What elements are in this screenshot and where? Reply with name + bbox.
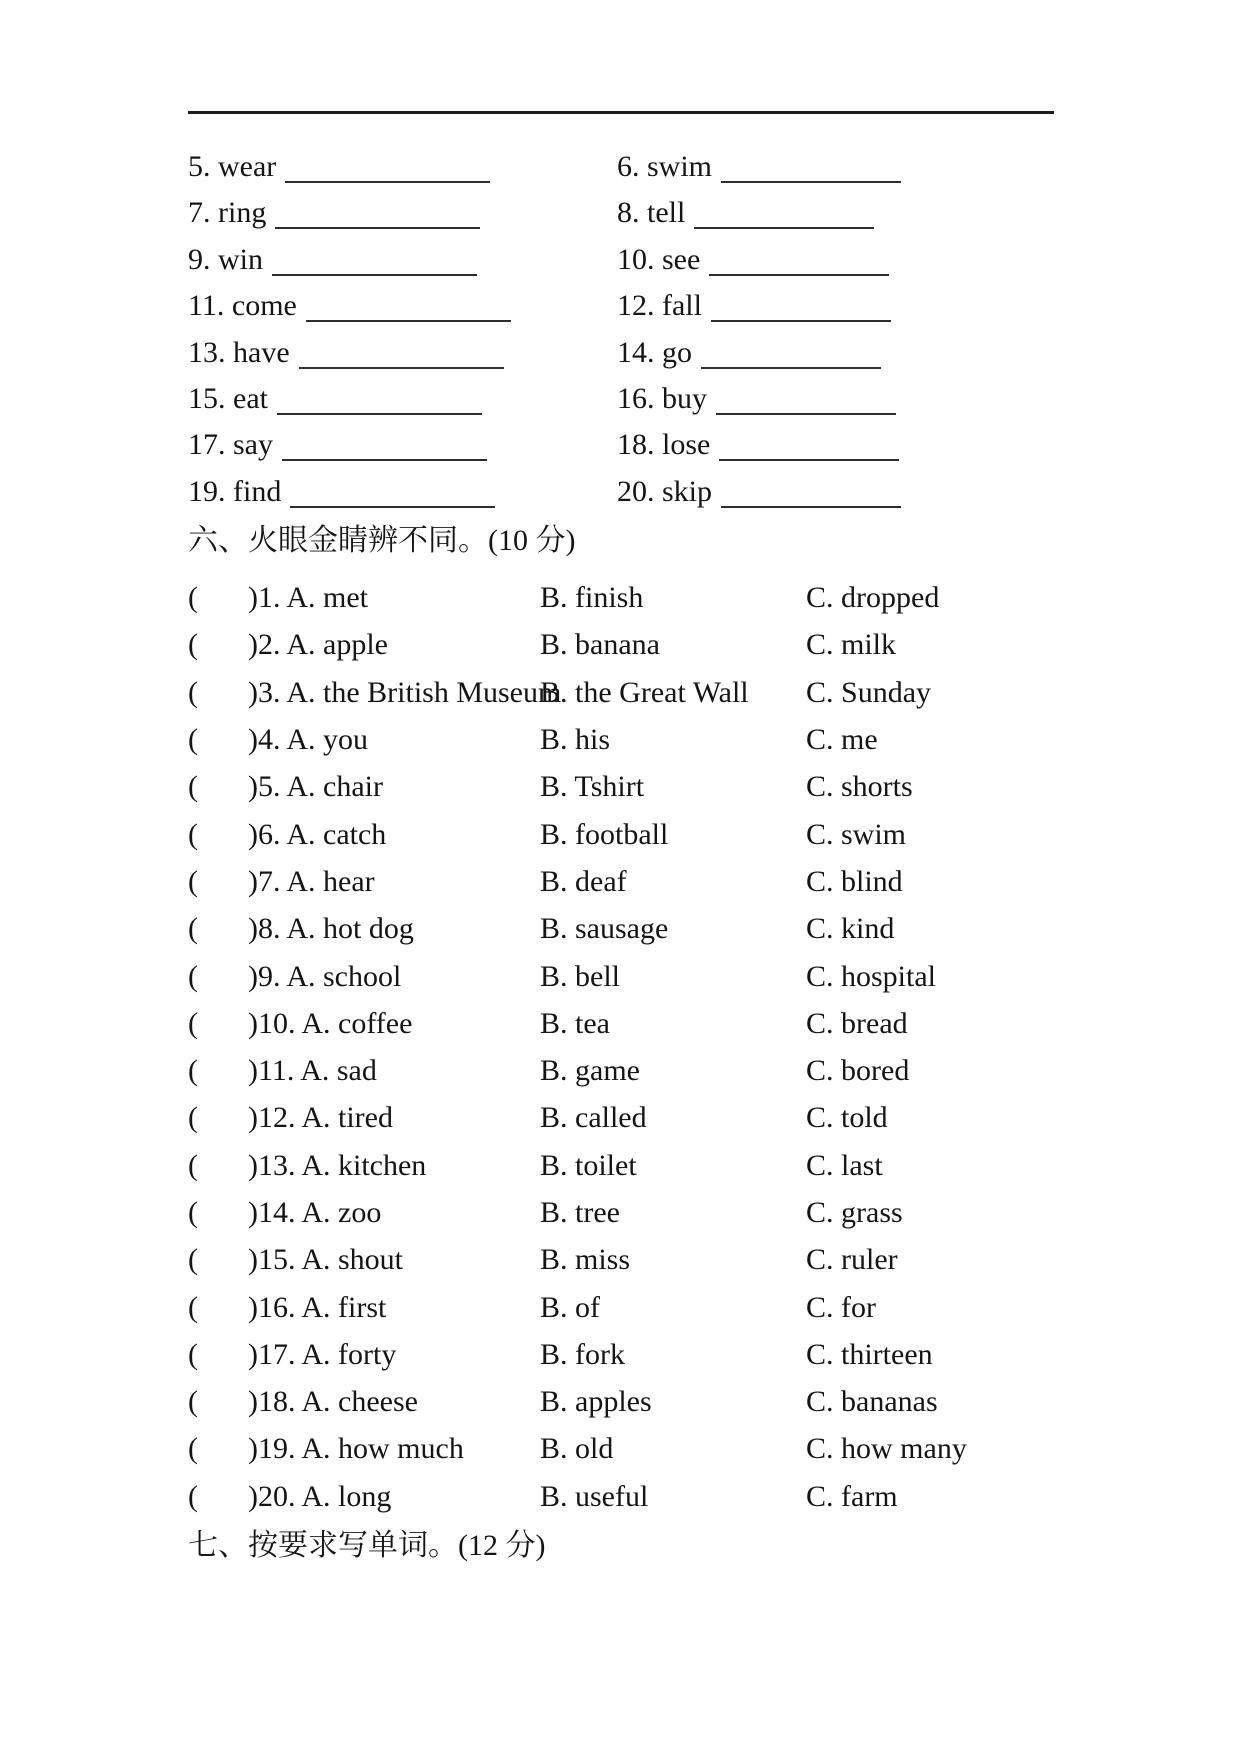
mc-question-row bbox=[188, 811, 1054, 858]
mc-option-a-cell bbox=[188, 905, 540, 952]
answer-blank[interactable] bbox=[719, 459, 899, 461]
mc-option-a-cell bbox=[188, 1000, 540, 1047]
mc-option-c-cell bbox=[806, 1331, 1054, 1378]
mc-option-c-label: C. blind bbox=[806, 864, 903, 898]
verb-row bbox=[188, 330, 1054, 376]
mc-option-c-label: C. swim bbox=[806, 817, 907, 851]
mc-option-c-cell bbox=[806, 1047, 1054, 1094]
paren-open: ( bbox=[188, 912, 198, 946]
verb-item-label: 18. lose bbox=[617, 428, 711, 462]
mc-option-b-label: B. useful bbox=[540, 1479, 649, 1513]
mc-option-c-label: C. kind bbox=[806, 912, 895, 946]
mc-option-a-label: )15. A. shout bbox=[248, 1243, 404, 1277]
mc-option-c-label: C. how many bbox=[806, 1432, 967, 1466]
verb-item-label: 13. have bbox=[188, 335, 290, 369]
mc-option-b-cell bbox=[540, 1189, 806, 1236]
verb-row bbox=[188, 469, 1054, 515]
mc-option-b-cell bbox=[540, 858, 806, 905]
mc-option-a-cell bbox=[188, 1331, 540, 1378]
verb-item bbox=[188, 237, 617, 283]
answer-box[interactable] bbox=[198, 653, 248, 654]
mc-option-a-label: )8. A. hot dog bbox=[248, 912, 414, 946]
mc-option-c-cell bbox=[806, 669, 1054, 716]
verb-item bbox=[188, 422, 617, 468]
answer-blank[interactable] bbox=[716, 413, 896, 415]
mc-option-c-cell bbox=[806, 1378, 1054, 1425]
mc-option-b-cell bbox=[540, 621, 806, 668]
mc-question-row bbox=[188, 1236, 1054, 1283]
mc-option-b-cell bbox=[540, 1236, 806, 1283]
mc-option-c-label: C. bread bbox=[806, 1006, 908, 1040]
mc-option-b-label: B. bell bbox=[540, 959, 620, 993]
mc-option-b-label: B. miss bbox=[540, 1243, 631, 1277]
answer-box[interactable] bbox=[198, 1457, 248, 1458]
mc-option-c-cell bbox=[806, 1236, 1054, 1283]
paren-open: ( bbox=[188, 1337, 198, 1371]
mc-option-b-cell bbox=[540, 953, 806, 1000]
mc-option-b-label: B. Tshirt bbox=[540, 770, 645, 804]
mc-option-a-label: )12. A. tired bbox=[248, 1101, 393, 1135]
paren-open: ( bbox=[188, 1101, 198, 1135]
mc-option-a-cell bbox=[188, 716, 540, 763]
mc-option-a-label: )1. A. met bbox=[248, 581, 368, 615]
mc-option-b-cell bbox=[540, 905, 806, 952]
answer-box[interactable] bbox=[198, 701, 248, 702]
verb-item bbox=[188, 144, 617, 190]
verb-item bbox=[188, 376, 617, 422]
mc-option-b-label: B. deaf bbox=[540, 864, 627, 898]
answer-box[interactable] bbox=[198, 890, 248, 891]
mc-option-c-cell bbox=[806, 858, 1054, 905]
paren-open: ( bbox=[188, 723, 198, 757]
mc-option-b-label: B. sausage bbox=[540, 912, 669, 946]
paren-open: ( bbox=[188, 959, 198, 993]
mc-option-b-label: B. fork bbox=[540, 1337, 625, 1371]
verb-item-label: 16. buy bbox=[617, 381, 707, 415]
mc-option-a-label: )10. A. coffee bbox=[248, 1006, 413, 1040]
paren-open: ( bbox=[188, 1148, 198, 1182]
mc-option-b-label: B. apples bbox=[540, 1385, 652, 1419]
mc-question-row bbox=[188, 1473, 1054, 1520]
answer-box[interactable] bbox=[198, 1174, 248, 1175]
mc-option-b-cell bbox=[540, 1425, 806, 1472]
mc-option-c-cell bbox=[806, 621, 1054, 668]
mc-option-b-cell bbox=[540, 1094, 806, 1141]
mc-option-a-cell bbox=[188, 1473, 540, 1520]
mc-option-a-label: )6. A. catch bbox=[248, 817, 387, 851]
paren-open: ( bbox=[188, 581, 198, 615]
mc-option-b-cell bbox=[540, 1047, 806, 1094]
answer-blank[interactable] bbox=[290, 506, 495, 508]
verb-row bbox=[188, 237, 1054, 283]
mc-option-a-cell bbox=[188, 1236, 540, 1283]
mc-option-b-cell bbox=[540, 1284, 806, 1331]
answer-box[interactable] bbox=[198, 985, 248, 986]
answer-blank[interactable] bbox=[721, 506, 901, 508]
verb-item-label: 8. tell bbox=[617, 196, 686, 230]
mc-question-row bbox=[188, 1047, 1054, 1094]
mc-option-b-label: B. football bbox=[540, 817, 669, 851]
mc-question-row bbox=[188, 574, 1054, 621]
answer-blank[interactable] bbox=[306, 320, 511, 322]
mc-option-c-label: C. told bbox=[806, 1101, 888, 1135]
mc-option-c-label: C. thirteen bbox=[806, 1337, 933, 1371]
verb-item bbox=[188, 190, 617, 236]
paren-open: ( bbox=[188, 1432, 198, 1466]
verb-item-label: 10. see bbox=[617, 242, 701, 276]
verb-item-label: 15. eat bbox=[188, 381, 268, 415]
answer-box[interactable] bbox=[198, 937, 248, 938]
mc-option-b-cell bbox=[540, 811, 806, 858]
answer-box[interactable] bbox=[198, 1126, 248, 1127]
mc-option-c-cell bbox=[806, 905, 1054, 952]
mc-option-b-label: B. the Great Wall bbox=[540, 675, 749, 709]
verb-row bbox=[188, 283, 1054, 329]
verb-item-label: 7. ring bbox=[188, 196, 267, 230]
verb-item-label: 11. come bbox=[188, 289, 297, 323]
mc-option-a-cell bbox=[188, 811, 540, 858]
mc-option-a-label: )19. A. how much bbox=[248, 1432, 464, 1466]
verb-row bbox=[188, 422, 1054, 468]
mc-option-a-label: )4. A. you bbox=[248, 723, 368, 757]
answer-box[interactable] bbox=[198, 1221, 248, 1222]
mc-option-c-cell bbox=[806, 1473, 1054, 1520]
mc-option-a-cell bbox=[188, 1378, 540, 1425]
mc-option-c-label: C. hospital bbox=[806, 959, 937, 993]
verb-item bbox=[617, 422, 1054, 468]
mc-question-row bbox=[188, 858, 1054, 905]
mc-option-a-label: )3. A. the British Museum bbox=[248, 675, 562, 709]
paren-open: ( bbox=[188, 1006, 198, 1040]
mc-option-b-label: B. his bbox=[540, 723, 611, 757]
paren-open: ( bbox=[188, 770, 198, 804]
verb-item-label: 9. win bbox=[188, 242, 263, 276]
answer-box[interactable] bbox=[198, 795, 248, 796]
mc-option-c-cell bbox=[806, 1284, 1054, 1331]
section-seven-title: 七、按要求写单词。(12 分) bbox=[188, 1529, 546, 1563]
mc-option-a-cell bbox=[188, 669, 562, 716]
mc-option-b-label: B. tea bbox=[540, 1006, 610, 1040]
verb-item-label: 20. skip bbox=[617, 474, 713, 508]
mc-question-row bbox=[188, 953, 1054, 1000]
answer-box[interactable] bbox=[198, 1410, 248, 1411]
mc-option-b-cell bbox=[540, 1000, 806, 1047]
mc-option-b-label: B. finish bbox=[540, 581, 644, 615]
mc-option-b-label: B. old bbox=[540, 1432, 614, 1466]
mc-option-a-label: )17. A. forty bbox=[248, 1337, 397, 1371]
mc-option-a-cell bbox=[188, 1425, 540, 1472]
answer-blank[interactable] bbox=[282, 459, 487, 461]
answer-blank[interactable] bbox=[277, 413, 482, 415]
mc-option-b-label: B. of bbox=[540, 1290, 600, 1324]
paren-open: ( bbox=[188, 1054, 198, 1088]
verb-item bbox=[617, 144, 1054, 190]
answer-box[interactable] bbox=[198, 1079, 248, 1080]
verb-item bbox=[188, 330, 617, 376]
paren-open: ( bbox=[188, 1195, 198, 1229]
mc-option-c-cell bbox=[806, 1425, 1054, 1472]
mc-option-c-cell bbox=[806, 1189, 1054, 1236]
mc-option-c-label: C. farm bbox=[806, 1479, 898, 1513]
verb-item-label: 6. swim bbox=[617, 150, 713, 183]
mc-option-a-label: )18. A. cheese bbox=[248, 1385, 418, 1419]
answer-blank[interactable] bbox=[701, 367, 881, 369]
mc-option-b-cell bbox=[540, 716, 806, 763]
mc-question-row bbox=[188, 1189, 1054, 1236]
paren-open: ( bbox=[188, 1479, 198, 1513]
mc-option-a-label: )13. A. kitchen bbox=[248, 1148, 427, 1182]
answer-blank[interactable] bbox=[299, 367, 504, 369]
mc-question-row bbox=[188, 1378, 1054, 1425]
mc-option-c-label: C. last bbox=[806, 1148, 883, 1182]
mc-option-a-cell bbox=[188, 1142, 540, 1189]
paren-open: ( bbox=[188, 1243, 198, 1277]
mc-option-a-label: )14. A. zoo bbox=[248, 1195, 382, 1229]
verb-row bbox=[188, 376, 1054, 422]
verb-item bbox=[188, 283, 617, 329]
verb-row bbox=[188, 144, 1054, 190]
verb-item bbox=[617, 190, 1054, 236]
mc-option-b-label: B. game bbox=[540, 1054, 640, 1088]
mc-option-a-label: )11. A. sad bbox=[248, 1054, 377, 1088]
answer-blank[interactable] bbox=[694, 227, 874, 229]
verb-item bbox=[617, 330, 1054, 376]
verb-item-label: 17. say bbox=[188, 428, 273, 462]
mc-option-c-label: C. grass bbox=[806, 1195, 903, 1229]
mc-option-c-label: C. bananas bbox=[806, 1385, 938, 1419]
mc-option-b-cell bbox=[540, 763, 806, 810]
paren-open: ( bbox=[188, 1385, 198, 1419]
verb-item bbox=[617, 283, 1054, 329]
mc-option-a-cell bbox=[188, 621, 540, 668]
mc-option-b-label: B. banana bbox=[540, 628, 660, 662]
mc-question-row bbox=[188, 1142, 1054, 1189]
mc-option-c-label: C. ruler bbox=[806, 1243, 898, 1277]
mc-option-b-cell bbox=[540, 1142, 806, 1189]
paren-open: ( bbox=[188, 675, 198, 709]
mc-question-row bbox=[188, 905, 1054, 952]
verb-item-label: 12. fall bbox=[617, 289, 702, 323]
verb-item-label: 14. go bbox=[617, 335, 692, 369]
paren-open: ( bbox=[188, 864, 198, 898]
verb-item bbox=[617, 469, 1054, 515]
mc-option-b-label: B. tree bbox=[540, 1195, 620, 1229]
answer-blank[interactable] bbox=[275, 227, 480, 229]
verb-item bbox=[188, 469, 617, 515]
answer-box[interactable] bbox=[198, 606, 248, 607]
mc-option-b-cell bbox=[540, 669, 806, 716]
multiple-choice-list bbox=[188, 574, 1054, 1520]
mc-option-c-label: C. bored bbox=[806, 1054, 910, 1088]
answer-blank[interactable] bbox=[721, 181, 901, 183]
mc-option-c-label: C. for bbox=[806, 1290, 876, 1324]
mc-option-a-cell bbox=[188, 763, 540, 810]
mc-option-a-label: )9. A. school bbox=[248, 959, 402, 993]
mc-option-a-label: )7. A. hear bbox=[248, 864, 375, 898]
mc-question-row bbox=[188, 716, 1054, 763]
mc-question-row bbox=[188, 669, 1054, 716]
answer-box[interactable] bbox=[198, 1268, 248, 1269]
verb-item-label: 19. find bbox=[188, 474, 282, 508]
mc-option-a-label: )2. A. apple bbox=[248, 628, 388, 662]
mc-option-a-cell bbox=[188, 1284, 540, 1331]
answer-box[interactable] bbox=[198, 748, 248, 749]
mc-option-c-label: C. Sunday bbox=[806, 675, 932, 709]
mc-option-a-label: )16. A. first bbox=[248, 1290, 387, 1324]
answer-box[interactable] bbox=[198, 1316, 248, 1317]
mc-option-c-cell bbox=[806, 1142, 1054, 1189]
mc-option-c-cell bbox=[806, 574, 1054, 621]
mc-option-a-cell bbox=[188, 953, 540, 1000]
mc-option-a-cell bbox=[188, 574, 540, 621]
mc-option-c-cell bbox=[806, 716, 1054, 763]
mc-option-b-cell bbox=[540, 1331, 806, 1378]
header-rule bbox=[188, 111, 1054, 114]
verb-row bbox=[188, 190, 1054, 236]
answer-blank[interactable] bbox=[709, 274, 889, 276]
verb-item bbox=[617, 237, 1054, 283]
mc-option-c-cell bbox=[806, 953, 1054, 1000]
mc-option-c-label: C. dropped bbox=[806, 581, 940, 615]
mc-option-b-cell bbox=[540, 574, 806, 621]
worksheet-content bbox=[188, 144, 1054, 1579]
mc-option-b-label: B. called bbox=[540, 1101, 647, 1135]
mc-option-c-label: C. shorts bbox=[806, 770, 913, 804]
mc-question-row bbox=[188, 1425, 1054, 1472]
section-six-title: 六、火眼金睛辨不同。(10 分) bbox=[188, 524, 576, 558]
mc-option-c-label: C. me bbox=[806, 723, 878, 757]
mc-option-a-cell bbox=[188, 1094, 540, 1141]
answer-blank[interactable] bbox=[272, 274, 477, 276]
mc-option-c-label: C. milk bbox=[806, 628, 897, 662]
answer-box[interactable] bbox=[198, 843, 248, 844]
paren-open: ( bbox=[188, 817, 198, 851]
verb-fill-list bbox=[188, 144, 1054, 515]
answer-blank[interactable] bbox=[711, 320, 891, 322]
mc-option-b-label: B. toilet bbox=[540, 1148, 637, 1182]
mc-question-row bbox=[188, 1331, 1054, 1378]
mc-question-row bbox=[188, 621, 1054, 668]
mc-option-c-cell bbox=[806, 1094, 1054, 1141]
paren-open: ( bbox=[188, 628, 198, 662]
mc-question-row bbox=[188, 1284, 1054, 1331]
mc-option-a-label: )20. A. long bbox=[248, 1479, 392, 1513]
paren-open: ( bbox=[188, 1290, 198, 1324]
answer-box[interactable] bbox=[198, 1505, 248, 1506]
answer-blank[interactable] bbox=[285, 181, 490, 183]
mc-question-row bbox=[188, 763, 1054, 810]
verb-item-label: 5. wear bbox=[188, 150, 277, 183]
mc-option-a-cell bbox=[188, 858, 540, 905]
mc-option-a-cell bbox=[188, 1047, 540, 1094]
answer-box[interactable] bbox=[198, 1032, 248, 1033]
mc-option-a-label: )5. A. chair bbox=[248, 770, 383, 804]
mc-option-b-cell bbox=[540, 1473, 806, 1520]
mc-option-a-cell bbox=[188, 1189, 540, 1236]
answer-box[interactable] bbox=[198, 1363, 248, 1364]
verb-item bbox=[617, 376, 1054, 422]
mc-option-b-cell bbox=[540, 1378, 806, 1425]
mc-question-row bbox=[188, 1000, 1054, 1047]
mc-option-c-cell bbox=[806, 763, 1054, 810]
mc-option-c-cell bbox=[806, 811, 1054, 858]
mc-question-row bbox=[188, 1094, 1054, 1141]
mc-option-c-cell bbox=[806, 1000, 1054, 1047]
